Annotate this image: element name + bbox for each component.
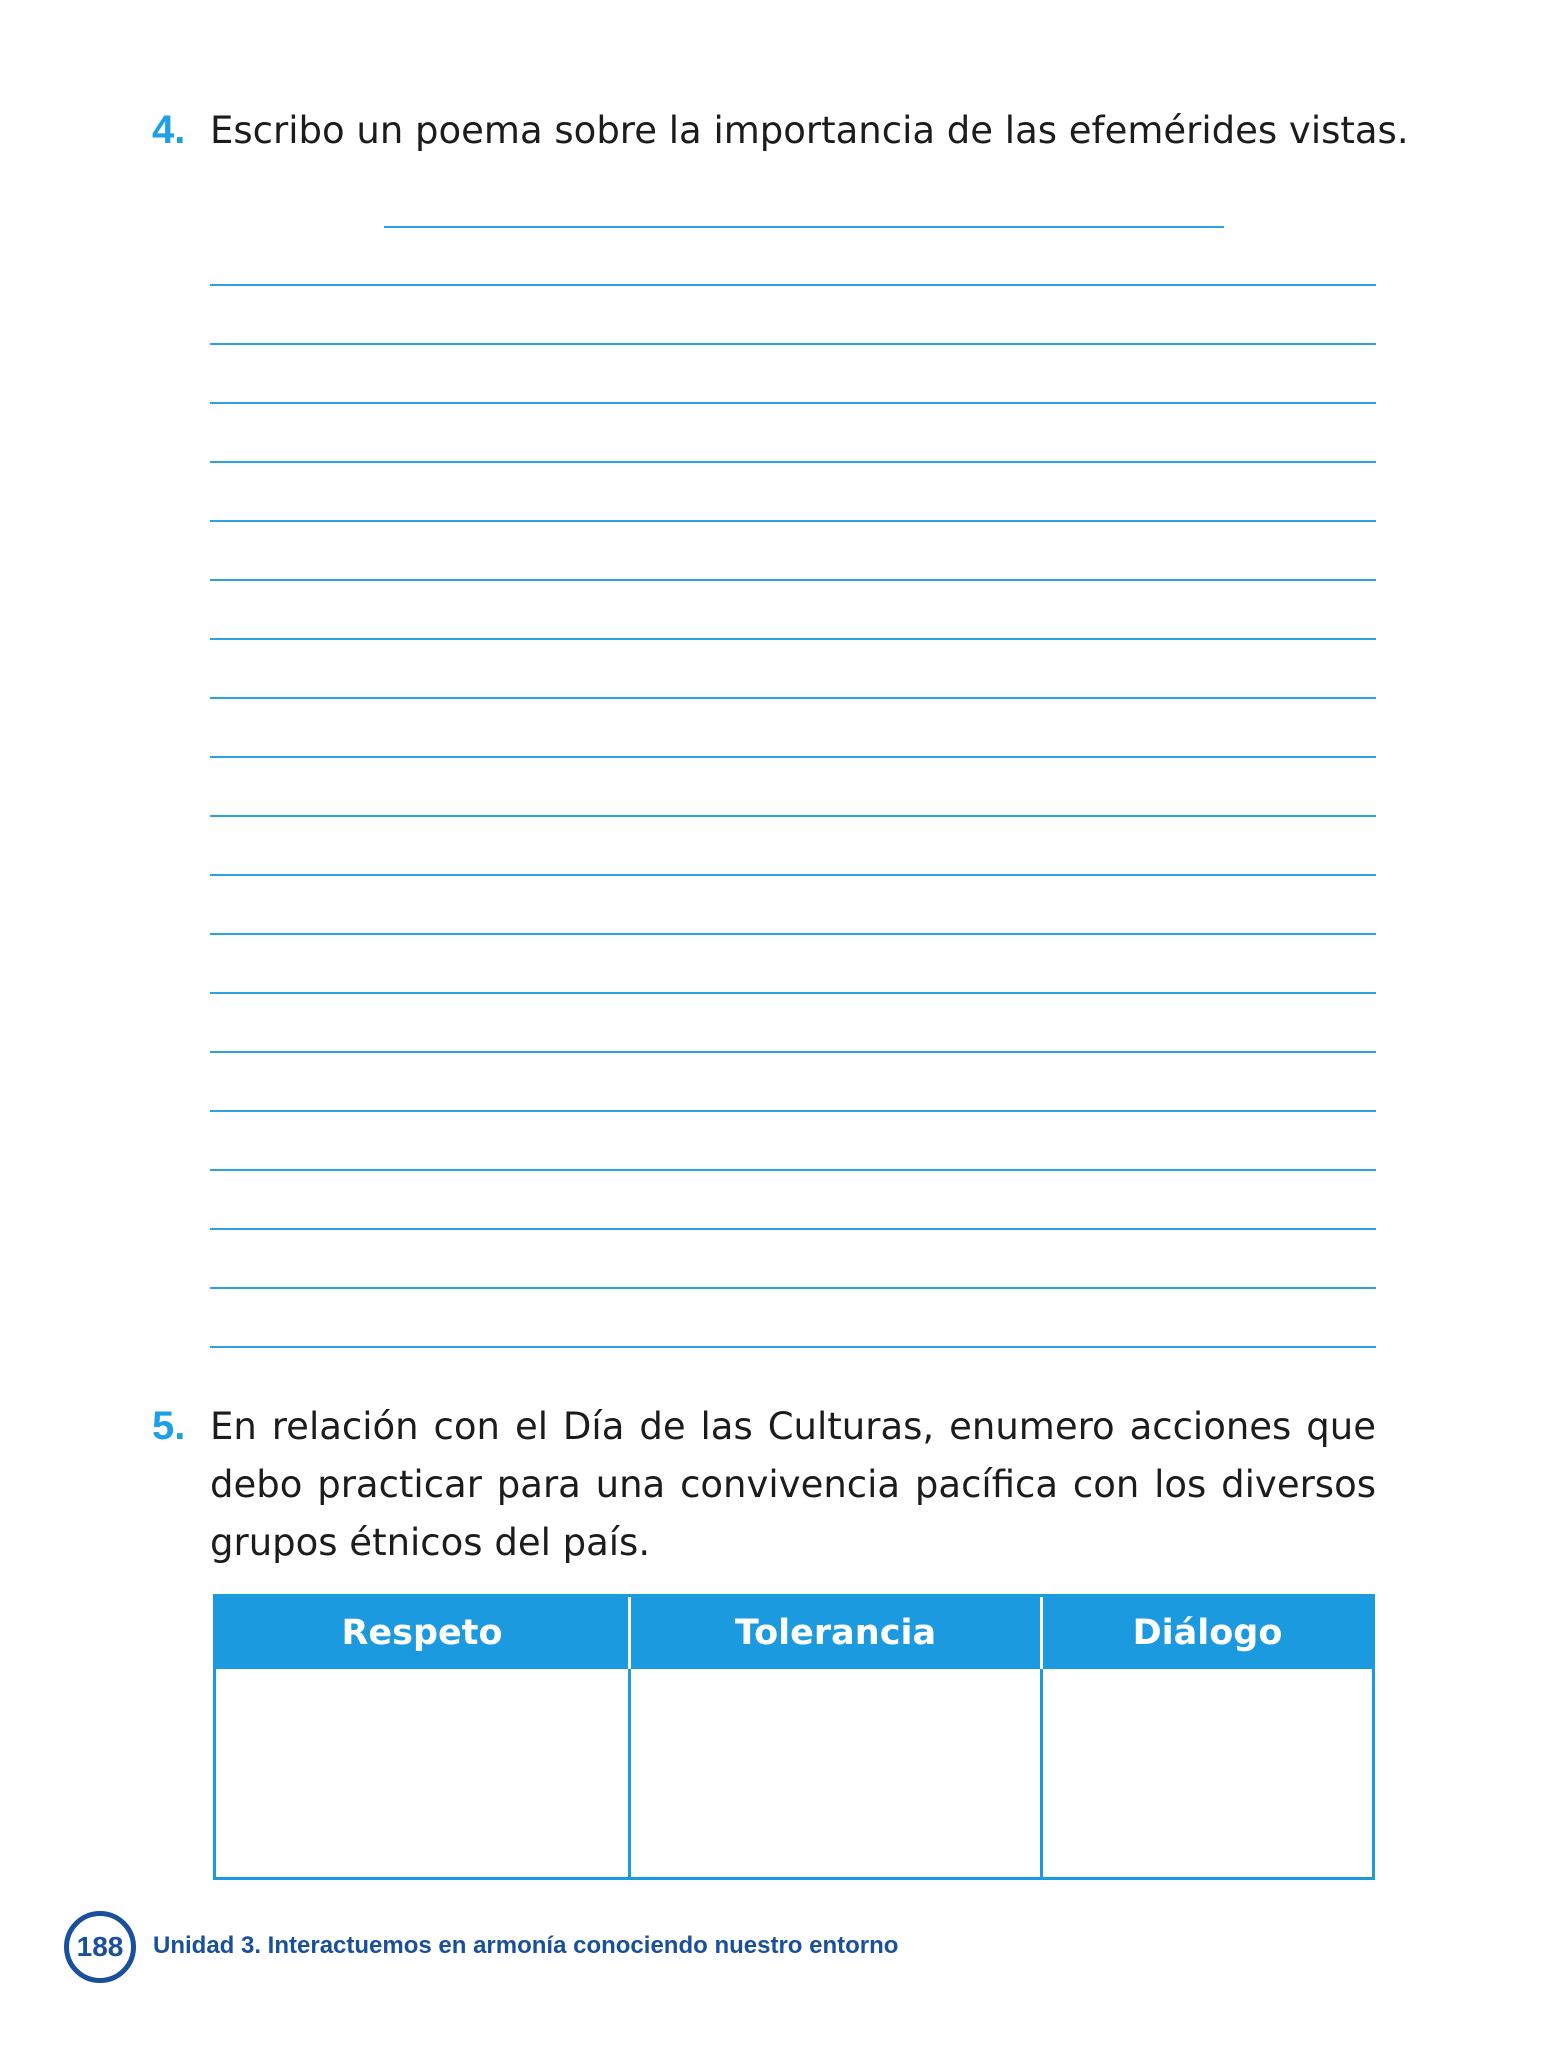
actions-table — [213, 1594, 1375, 1880]
table-header-tolerancia: Tolerancia — [628, 1597, 1040, 1669]
writing-line[interactable] — [210, 1110, 1376, 1112]
question-5-prompt: En relación con el Día de las Culturas, enumero acciones que debo practicar para una convivencia pacífica con los diversos grupos étnicos del país. — [210, 1405, 1376, 1564]
question-4-number: 4. — [152, 108, 186, 152]
writing-line[interactable] — [210, 815, 1376, 817]
poem-title-line[interactable] — [384, 226, 1224, 228]
writing-line[interactable] — [210, 284, 1376, 286]
page-number: 188 — [76, 1931, 124, 1962]
writing-line[interactable] — [210, 1051, 1376, 1053]
writing-line[interactable] — [210, 1228, 1376, 1230]
writing-line[interactable] — [210, 520, 1376, 522]
table-header-dialogo: Diálogo — [1040, 1597, 1372, 1669]
table-cell-tolerancia[interactable] — [628, 1669, 1040, 1877]
question-4-prompt: Escribo un poema sobre la importancia de las efemérides vistas. — [210, 109, 1409, 152]
writing-line[interactable] — [210, 638, 1376, 640]
question-5-number: 5. — [152, 1404, 186, 1448]
writing-line[interactable] — [210, 402, 1376, 404]
writing-line[interactable] — [210, 1169, 1376, 1171]
unit-title: Unidad 3. Interactuemos en armonía conociendo nuestro entorno — [153, 1932, 899, 1959]
writing-line[interactable] — [210, 933, 1376, 935]
table-cell-respeto[interactable] — [216, 1669, 628, 1877]
table-header-respeto: Respeto — [216, 1597, 628, 1669]
writing-line[interactable] — [210, 697, 1376, 699]
writing-line[interactable] — [210, 461, 1376, 463]
table-cell-dialogo[interactable] — [1040, 1669, 1372, 1877]
writing-line[interactable] — [210, 579, 1376, 581]
writing-line[interactable] — [210, 992, 1376, 994]
writing-line[interactable] — [210, 1287, 1376, 1289]
writing-line[interactable] — [210, 1346, 1376, 1348]
writing-line[interactable] — [210, 874, 1376, 876]
writing-line[interactable] — [210, 756, 1376, 758]
page-number-badge — [64, 1911, 136, 1983]
writing-line[interactable] — [210, 343, 1376, 345]
